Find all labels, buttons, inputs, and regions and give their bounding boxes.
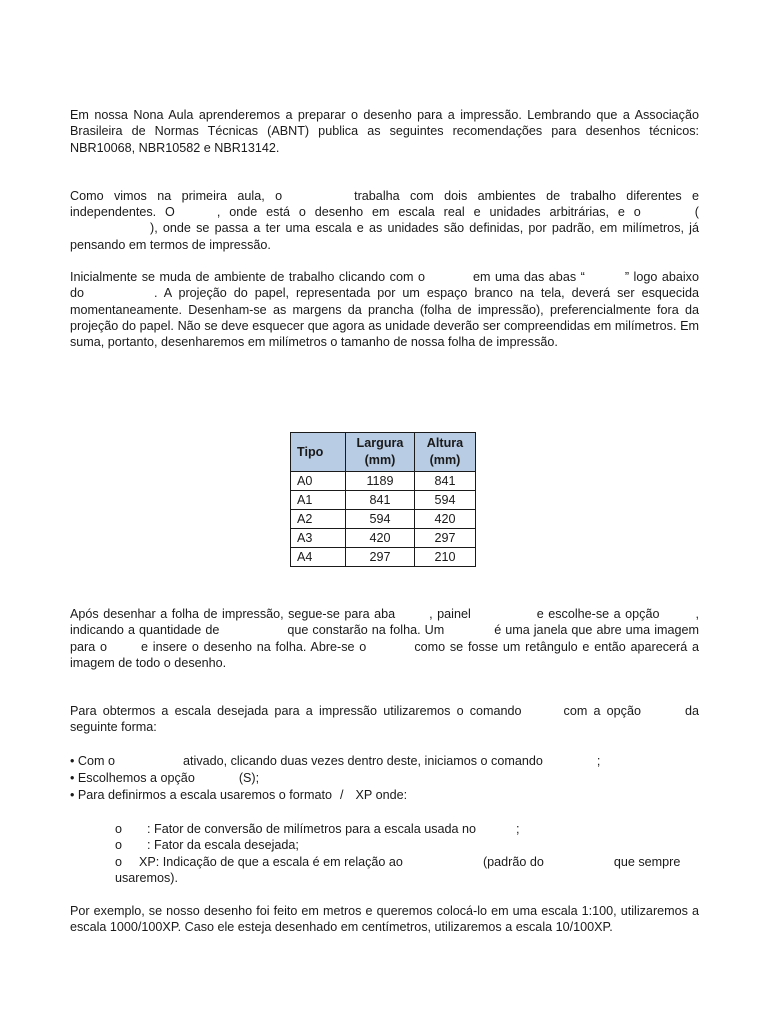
header-altura: Altura (mm) (415, 433, 476, 472)
cell-largura: 1189 (346, 472, 415, 491)
paragraph-environments: Como vimos na primeira aula, o trabalha com dois ambientes de trabalho diferentes e independentes. O , onde está o desenho em escala real e unidades arbitrárias, e o (), onde se passa a ter uma escala e as unidades são definidas, por padrão, em milímetros, já pensando em termos de impressão. (70, 188, 699, 252)
cell-largura: 594 (346, 510, 415, 529)
table-row (291, 510, 476, 529)
cell-altura: 420 (415, 510, 476, 529)
sub-item-continuation: usaremos). (115, 871, 178, 885)
table-row (291, 472, 476, 491)
cell-largura: 297 (346, 548, 415, 567)
cell-altura: 297 (415, 529, 476, 548)
paper-sizes-table (290, 432, 476, 567)
document-body-lower (70, 606, 699, 736)
bullet-item: • Escolhemos a opção (S); (70, 771, 260, 785)
cell-tipo: A2 (291, 510, 346, 529)
sub-item: o XP: Indicação de que a escala é em relação ao (padrão do que sempre (115, 855, 681, 869)
paragraph-layout: Inicialmente se muda de ambiente de trabalho clicando com o em uma das abas “ ” logo abaixo do . A projeção do papel, representada por um espaço branco na tela, deverá ser esquecida momentaneamente. Desenham-se as margens da prancha (folha de impressão), preferencialmente fora da projeção do papel. Não se deve esquecer que agora as unidade deverão ser compreendidas em milímetros. Em suma, portanto, desenharemos em milímetros o tamanho de nossa folha de impressão. (70, 270, 699, 350)
cell-tipo: A4 (291, 548, 346, 567)
paragraph-example: Por exemplo, se nosso desenho foi feito em metros e queremos colocá-lo em uma escala 1:100, utilizaremos a escala 1000/100XP. Caso ele esteja desenhado em centímetros, utilizaremos a escala 10/100XP. (70, 904, 699, 935)
cell-altura: 594 (415, 491, 476, 510)
cell-largura: 420 (346, 529, 415, 548)
paragraph-scale: Para obtermos a escala desejada para a impressão utilizaremos o comando com a opção da seguinte forma: (70, 704, 699, 735)
cell-altura: 841 (415, 472, 476, 491)
list-marker: o (115, 822, 123, 836)
bullet-item: • Para definirmos a escala usaremos o formato / XP onde: (70, 788, 408, 802)
list-marker: o (115, 838, 123, 852)
table-row (291, 491, 476, 510)
list-marker: o (115, 855, 123, 869)
cell-tipo: A1 (291, 491, 346, 510)
header-tipo: Tipo (291, 433, 346, 472)
table-row (291, 548, 476, 567)
paragraph-viewports: Após desenhar a folha de impressão, segue-se para aba , painel e escolhe-se a opção , indicando a quantidade de que constarão na folha. Um é uma janela que abre uma imagem para o e insere o desenho na folha. Abre-se o como se fosse um retângulo e então aparecerá a imagem de todo o desenho. (70, 607, 700, 670)
cell-tipo: A0 (291, 472, 346, 491)
cell-tipo: A3 (291, 529, 346, 548)
document-body-final (70, 903, 699, 936)
table-header-row (291, 433, 476, 472)
cell-altura: 210 (415, 548, 476, 567)
paper-sizes-table-wrap (290, 432, 476, 567)
paragraph-intro: Em nossa Nona Aula aprenderemos a preparar o desenho para a impressão. Lembrando que a Associação Brasileira de Normas Técnicas (ABNT) publica as seguintes recomendações para desenhos técnicos: NBR10068, NBR10582 e NBR13142. (70, 108, 699, 155)
document-body (70, 107, 699, 351)
bullet-item: • Com o ativado, clicando duas vezes dentro deste, iniciamos o comando ; (70, 754, 601, 768)
sub-item: o : Fator da escala desejada; (115, 838, 299, 852)
sub-item: o : Fator de conversão de milímetros para a escala usada no ; (115, 822, 520, 836)
header-largura: Largura (mm) (346, 433, 415, 472)
cell-largura: 841 (346, 491, 415, 510)
table-row (291, 529, 476, 548)
